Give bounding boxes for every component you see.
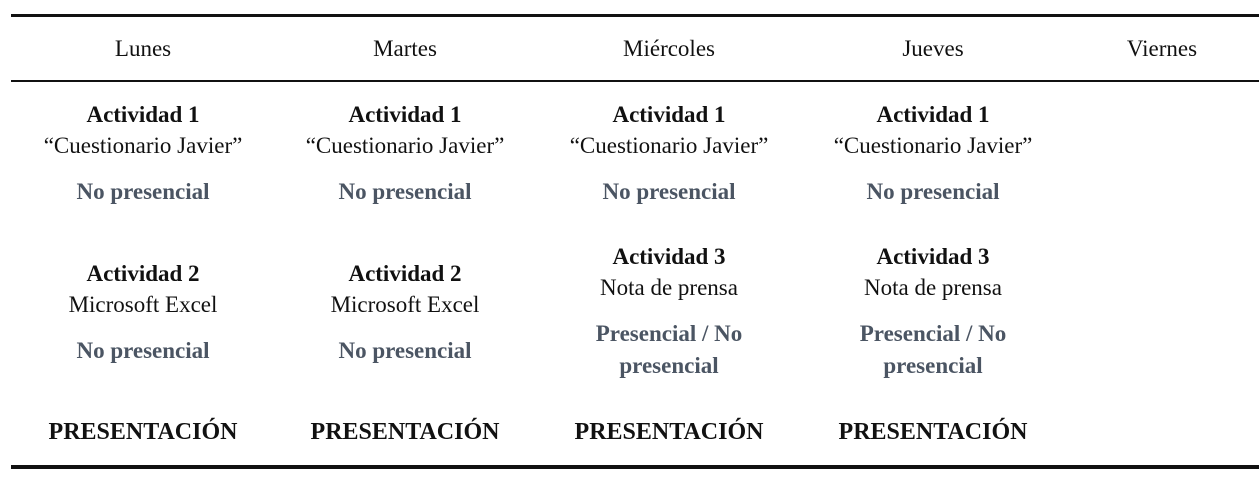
table-header-rule: [11, 80, 1259, 82]
activity-name: Nota de prensa: [600, 275, 738, 300]
activity-title: Actividad 1: [86, 102, 200, 127]
day-header-lunes: Lunes: [114, 36, 172, 61]
activity-mode: No presencial: [602, 179, 736, 204]
activity-name: “Cuestionario Javier”: [43, 133, 243, 158]
activity-cell: [537, 100, 801, 242]
activity-title: Actividad 3: [612, 244, 726, 269]
day-header-miercoles: Miércoles: [623, 36, 715, 61]
activity-cell: [11, 259, 275, 367]
day-header-martes: Martes: [373, 36, 437, 61]
day-header-jueves: Jueves: [902, 36, 964, 61]
day-column-martes: [273, 100, 537, 367]
activity-mode: No presencial: [866, 179, 1000, 204]
day-column-jueves: [801, 100, 1065, 382]
activity-name: “Cuestionario Javier”: [305, 133, 505, 158]
activity-title: Actividad 2: [348, 261, 462, 286]
table-bottom-rule: [11, 465, 1259, 469]
presentation-label-lunes: PRESENTACIÓN: [48, 419, 238, 445]
activity-mode: Presencial / No: [595, 321, 743, 346]
day-header-viernes: Viernes: [1126, 36, 1198, 61]
activity-mode: Presencial / No: [859, 321, 1007, 346]
activity-name: “Cuestionario Javier”: [833, 133, 1033, 158]
activity-cell: [11, 100, 275, 259]
table-top-rule: [11, 14, 1259, 17]
day-column-lunes: [11, 100, 275, 367]
activity-name: Microsoft Excel: [330, 292, 480, 317]
activity-mode-continued: presencial: [883, 353, 983, 378]
activity-mode: No presencial: [76, 179, 210, 204]
activity-title: Actividad 3: [876, 244, 990, 269]
activity-name: “Cuestionario Javier”: [569, 133, 769, 158]
presentation-label-martes: PRESENTACIÓN: [310, 419, 500, 445]
activity-title: Actividad 2: [86, 261, 200, 286]
activity-cell: [801, 242, 1065, 382]
activity-mode: No presencial: [338, 179, 472, 204]
activity-title: Actividad 1: [612, 102, 726, 127]
activity-name: Nota de prensa: [864, 275, 1002, 300]
activity-title: Actividad 1: [348, 102, 462, 127]
activity-mode: No presencial: [338, 338, 472, 363]
presentation-label-jueves: PRESENTACIÓN: [838, 419, 1028, 445]
activity-cell: [273, 100, 537, 259]
activity-mode-continued: presencial: [619, 353, 719, 378]
activity-mode: No presencial: [76, 338, 210, 363]
activity-name: Microsoft Excel: [68, 292, 218, 317]
activity-cell: [273, 259, 537, 367]
presentation-label-miercoles: PRESENTACIÓN: [574, 419, 764, 445]
activity-title: Actividad 1: [876, 102, 990, 127]
activity-cell: [537, 242, 801, 382]
activity-cell: [801, 100, 1065, 242]
day-column-miercoles: [537, 100, 801, 382]
